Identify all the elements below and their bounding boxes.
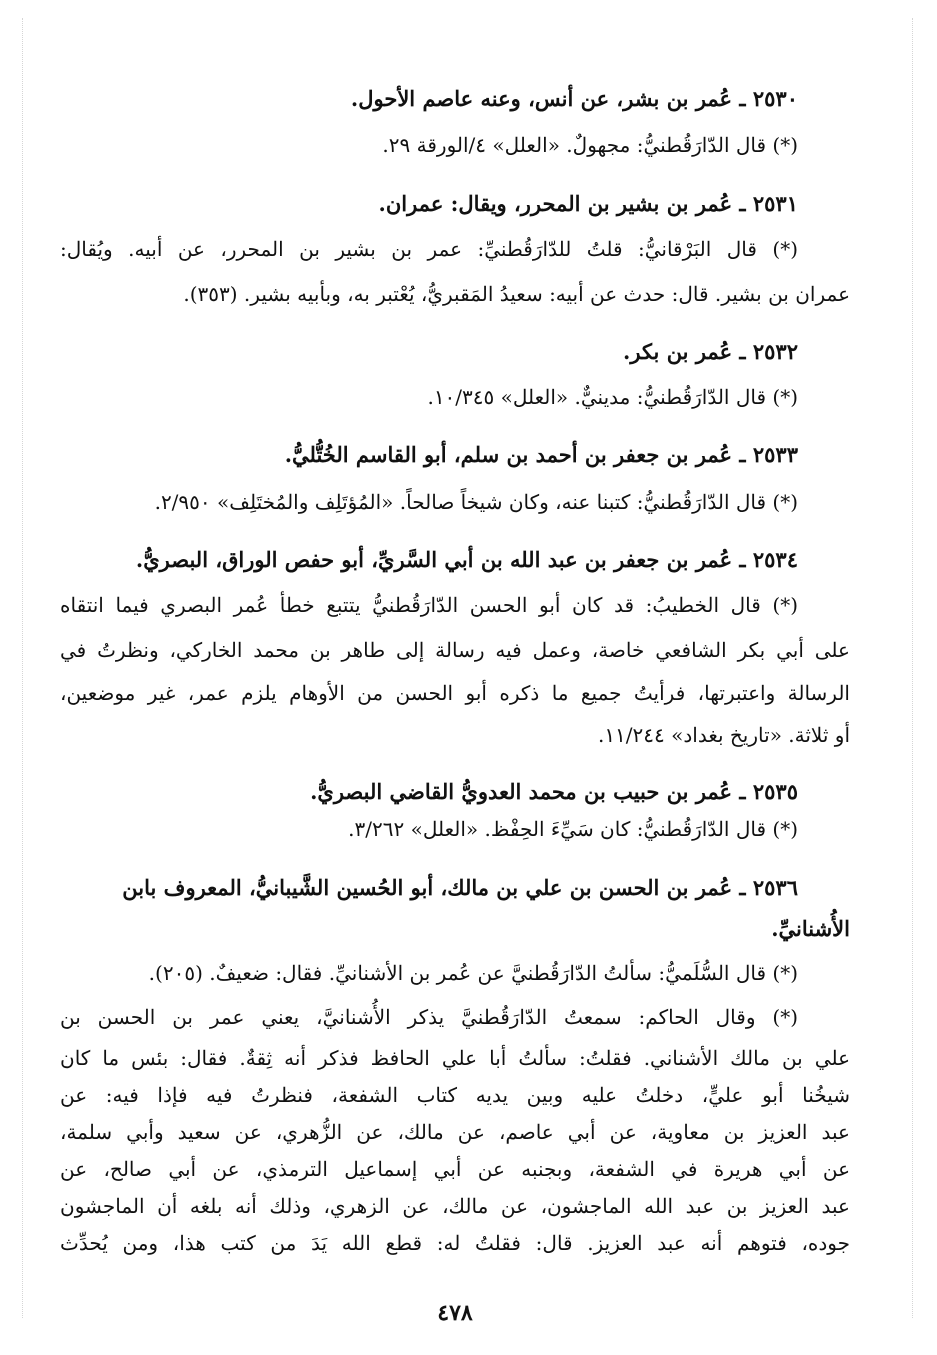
page-number: ٤٧٨ [437, 1300, 473, 1326]
entry-2536-text-line: عن أبي هريرة في الشفعة، وبجنبه عن أبي إسماعيل الترمذي، عن أبي صالح، عن [60, 1157, 850, 1181]
book-page [60, 70, 850, 1325]
entry-2530-text-line: (*) قال الدّارَقُطنيُّ: مجهولٌ. «العلل» ٤/الورقة ٢٩. [382, 133, 798, 157]
entry-2534-heading: ٢٥٣٤ ـ عُمر بن جعفر بن عبد الله بن أبي السَّريِّ، أبو حفص الوراق، البصريُّ. [135, 547, 798, 572]
entry-2536-text-line: علي بن مالك الأشناني. فقلتُ: سألتُ أبا علي الحافظ فذكر أنه ثِقةٌ. فقال: بئس ما كان [60, 1046, 850, 1070]
entry-2531-heading: ٢٥٣١ ـ عُمر بن بشير بن المحرر، ويقال: عمران. [378, 191, 798, 216]
entry-2536-text-line: عبد العزيز بن معاوية، عن أبي عاصم، عن مالك، عن الزُّهري، عن سعيد وأبي سلمة، [60, 1120, 850, 1144]
entry-2536-text-line: عبد العزيز بن عبد الله الماجشون، عن مالك، عن الزهري، وذلك أنه بلغه أن الماجشون [60, 1194, 850, 1218]
entry-2536-heading-continued: الأُشنانيِّ. [771, 916, 850, 941]
entry-2535-heading: ٢٥٣٥ ـ عُمر بن حبيب بن محمد العدويُّ القاضي البصريُّ. [310, 779, 798, 804]
entry-2531-text-line: (*) قال البَرْقانيُّ: قلتُ للدّارَقُطنيِّ: عمر بن بشير بن المحرر، عن أبيه. ويُقال: [60, 237, 798, 261]
entry-2531-text-line: عمران بن بشير. قال: حدث عن أبيه: سعيدُ المَقبريُّ، يُعْتبر به، وبأبيه بشير. (٣٥٣). [183, 282, 850, 306]
scan-margin-right [912, 18, 914, 1318]
entry-2534-text-line: على أبي بكر الشافعي خاصة، وعمل فيه رسالة إلى طاهر بن محمد الخاركي، ونظرتُ في [60, 638, 850, 662]
entry-2536-text-line: شيخُنا أبو عليٍّ، دخلتُ عليه وبين يديه كتاب الشفعة، فنظرتُ فيه فإذا فيه: عن [60, 1083, 850, 1107]
entry-2536-text-line: (*) وقال الحاكم: سمعتُ الدّارَقُطنيَّ يذكر الأُشنانيَّ، يعني عمر بن الحسن بن [60, 1005, 798, 1029]
entry-2533-heading: ٢٥٣٣ ـ عُمر بن جعفر بن أحمد بن سلم، أبو القاسم الخُتُّليُّ. [284, 442, 798, 467]
entry-2533-text-line: (*) قال الدّارَقُطنيُّ: كتبنا عنه، وكان شيخاً صالحاً. «المُؤتَلِف والمُختَلِف» ٢/٩٥٠. [154, 490, 798, 514]
entry-2536-text-line: (*) قال السُّلَميُّ: سألتُ الدّارَقُطنيَّ عن عُمر بن الأشنانيِّ. فقال: ضعيفٌ. (٢٠٥). [148, 961, 798, 985]
entry-2536-heading: ٢٥٣٦ ـ عُمر بن الحسن بن علي بن مالك، أبو الحُسين الشَّيبانيُّ، المعروف بابن [122, 875, 798, 900]
entry-2534-text-line: (*) قال الخطيبُ: قد كان أبو الحسن الدّارَقُطنيُّ يتتبع خطأ عُمر البصري فيما انتقاه [60, 593, 798, 617]
entry-2536-text-line: جوده، فتوهم أنه عبد العزيز. قال: فقلتُ له: قطع الله يَدَ من كتب هذا، ومن يُحدِّث [60, 1231, 850, 1255]
entry-2534-text-line: أو ثلاثة. «تاريخ بغداد» ١١/٢٤٤. [597, 723, 850, 747]
entry-2534-text-line: الرسالة واعتبرتها، فرأيتُ جميع ما ذكره أبو الحسن من الأوهام يلزم عمر، غير موضعين، [60, 681, 850, 705]
entry-2530-heading: ٢٥٣٠ ـ عُمر بن بشر، عن أنس، وعنه عاصم الأحول. [350, 86, 798, 111]
scan-margin-left [22, 18, 24, 1318]
entry-2532-text-line: (*) قال الدّارَقُطنيُّ: مدينيٌّ. «العلل» ١٠/٣٤٥. [427, 385, 798, 409]
entry-2535-text-line: (*) قال الدّارَقُطنيُّ: كان سَيِّءَ الحِفْظ. «العلل» ٣/٢٦٢. [348, 817, 798, 841]
entry-2532-heading: ٢٥٣٢ ـ عُمر بن بكر. [623, 339, 798, 364]
